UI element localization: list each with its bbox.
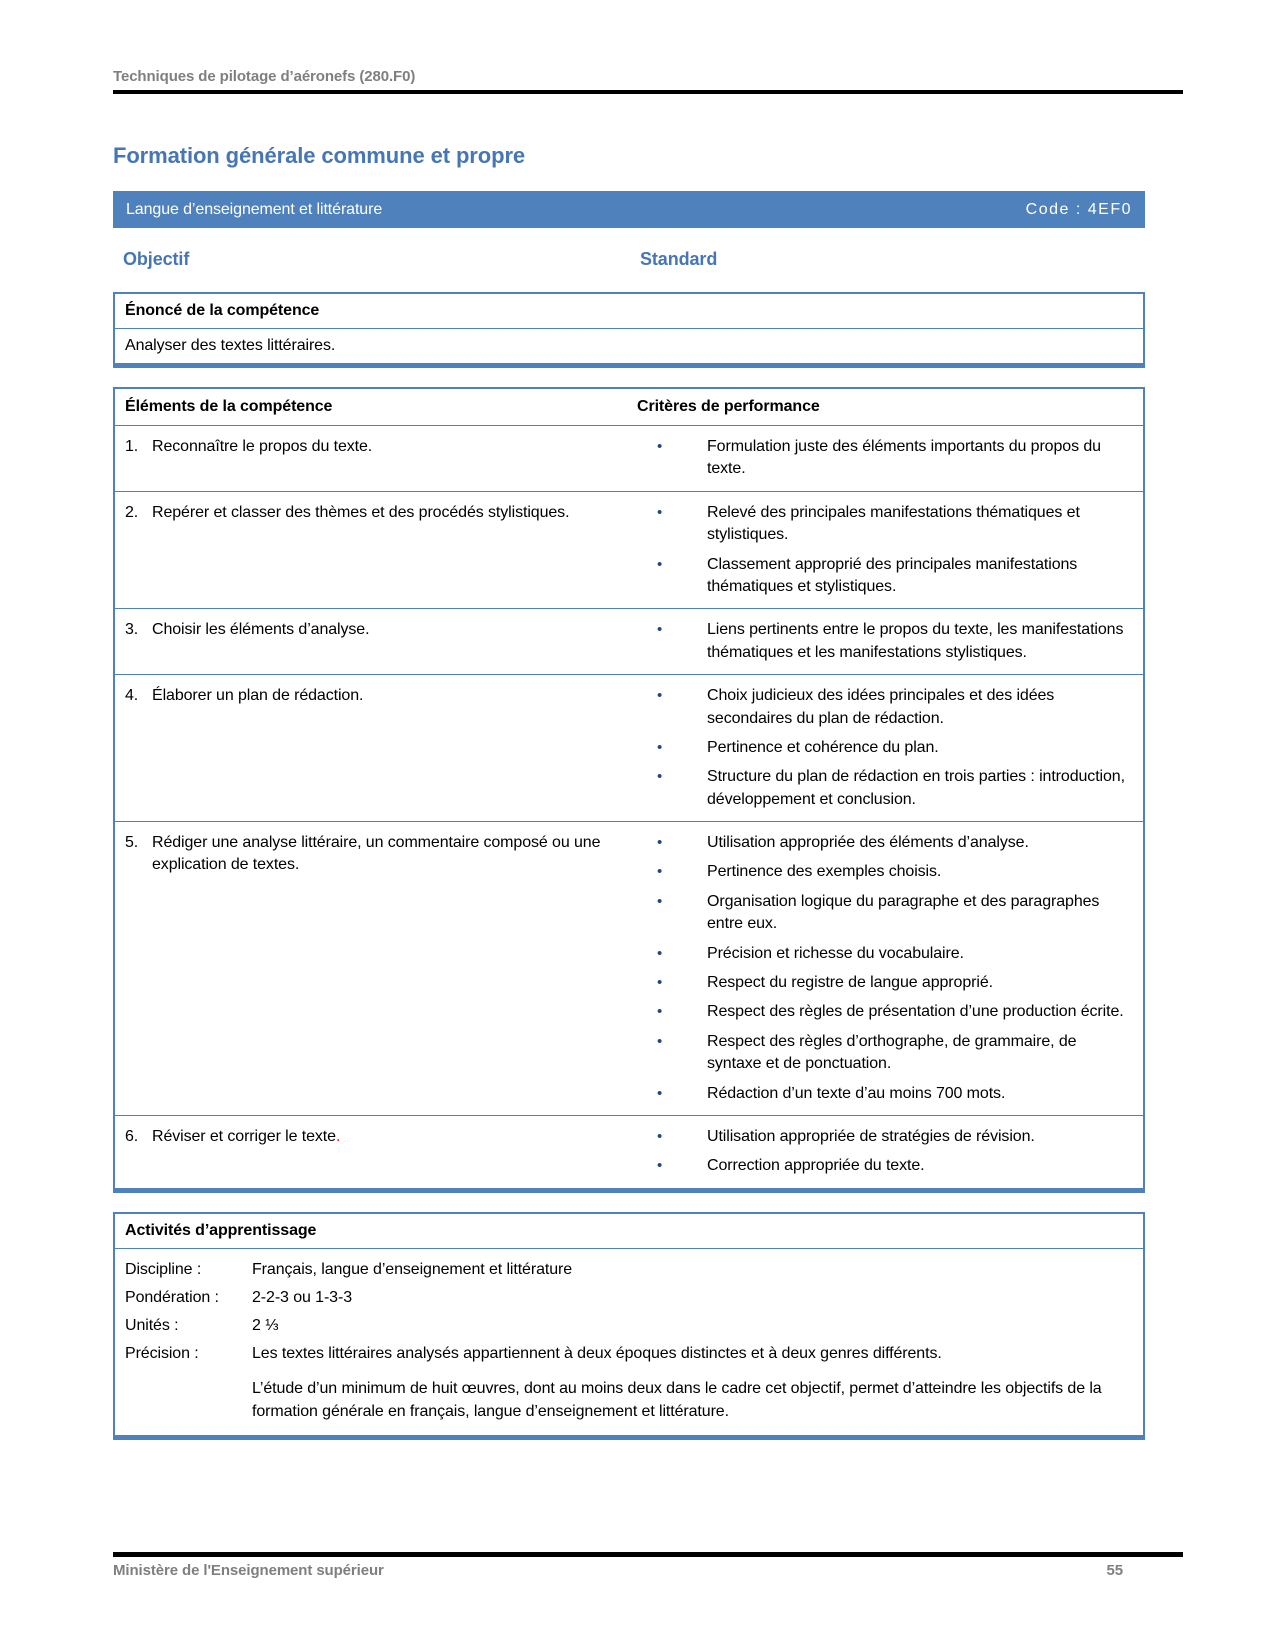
table-row (115, 425, 1143, 491)
criterion-item (657, 619, 1129, 664)
criterion-item (657, 737, 1129, 759)
element-number: 2. (125, 503, 139, 521)
criterion-item (657, 554, 1129, 599)
bullet-icon: • (657, 863, 663, 881)
activity-field-value (252, 1314, 1133, 1337)
activity-field (125, 1342, 1133, 1423)
bullet-icon: • (657, 438, 663, 455)
criterion-text: Relevé des principales manifestations thématiques et stylistiques. (707, 503, 1080, 544)
element-cell (115, 675, 627, 821)
criteria-cell (627, 426, 1143, 491)
bullet-icon: • (657, 834, 663, 852)
element-cell (115, 609, 627, 674)
heading-standard: Standard (640, 249, 718, 269)
banner-code: Code : 4EF0 (1025, 200, 1132, 218)
bullet-icon: • (657, 687, 663, 705)
activity-field-label: Discipline : (125, 1260, 202, 1278)
criterion-item (657, 891, 1129, 936)
table-row (115, 1115, 1143, 1188)
running-header-text: Techniques de pilotage d’aéronefs (280.F0) (113, 68, 416, 85)
enonce-title: Énoncé de la compétence (125, 302, 320, 319)
criterion-item (657, 861, 1129, 883)
bullet-icon: • (657, 621, 663, 639)
criteria-cell (627, 675, 1143, 821)
element-cell (115, 492, 627, 609)
criterion-text: Utilisation appropriée des éléments d’analyse. (707, 834, 1029, 852)
criterion-text: Respect des règles de présentation d’une production écrite. (707, 1003, 1124, 1021)
criterion-item (657, 832, 1129, 854)
criterion-text: Respect des règles d’orthographe, de grammaire, de syntaxe et de ponctuation. (707, 1032, 1077, 1073)
footer-page-number: 55 (1106, 1562, 1123, 1579)
table-row (115, 674, 1143, 821)
competence-table (113, 387, 1145, 1193)
element-number: 4. (125, 687, 139, 705)
criterion-item (657, 943, 1129, 965)
element-cell (115, 426, 627, 491)
enonce-box (113, 292, 1145, 368)
table-row (115, 491, 1143, 609)
section-banner (113, 191, 1145, 228)
element-number: 6. (125, 1127, 139, 1145)
activity-value-text-2: L’étude d’un minimum de huit œuvres, dont au moins deux dans le cadre cet objectif, permet d’atteindre les objectifs de la formation générale en français, langue d’enseignement et littérature. (252, 1379, 1102, 1420)
criterion-text: Organisation logique du paragraphe et des paragraphes entre eux. (707, 892, 1100, 933)
element-text: Choisir les éléments d’analyse. (152, 621, 370, 639)
element-red-period: . (335, 1127, 341, 1145)
activity-field-label: Précision : (125, 1345, 199, 1363)
element-text-wrap (152, 832, 619, 877)
activity-field (125, 1286, 1133, 1309)
criterion-text: Choix judicieux des idées principales et des idées secondaires du plan de rédaction. (707, 687, 1055, 727)
page-body (113, 143, 1145, 1459)
activity-field-value (252, 1342, 1133, 1423)
bullet-icon: • (657, 503, 663, 521)
footer (113, 1552, 1183, 1579)
activities-fields (115, 1248, 1143, 1435)
criterion-text: Précision et richesse du vocabulaire. (707, 944, 964, 962)
criterion-text: Pertinence et cohérence du plan. (707, 738, 939, 756)
activity-field-label: Unités : (125, 1317, 179, 1335)
banner-label: Langue d’enseignement et littérature (126, 200, 383, 218)
criteria-cell (627, 609, 1143, 674)
column-headings (113, 249, 1145, 275)
criteria-cell (627, 822, 1143, 1115)
bullet-icon: • (657, 1003, 663, 1021)
activity-value-text: Les textes littéraires analysés appartiennent à deux époques distinctes et à deux genres différents. (252, 1345, 942, 1363)
bullet-icon: • (657, 892, 663, 910)
element-text: Élaborer un plan de rédaction. (152, 687, 364, 705)
activity-field-value (252, 1286, 1133, 1309)
criterion-item (657, 972, 1129, 994)
criterion-text: Respect du registre de langue approprié. (707, 974, 993, 992)
activity-value-text: 2-2-3 ou 1-3-3 (252, 1288, 352, 1306)
activities-box (113, 1212, 1145, 1440)
activity-value-text: 2 ⅓ (252, 1317, 279, 1335)
page-title: Formation générale commune et propre (113, 143, 526, 168)
element-text-wrap (152, 1126, 619, 1148)
bullet-icon: • (657, 1032, 663, 1050)
bullet-icon: • (657, 768, 663, 786)
activity-field-value (252, 1258, 1133, 1281)
bullet-icon: • (657, 944, 663, 962)
element-number: 5. (125, 834, 139, 852)
competence-table-body (115, 425, 1143, 1188)
activity-field (125, 1314, 1133, 1337)
criterion-item (657, 1155, 1129, 1177)
element-text-wrap (152, 619, 619, 641)
bullet-icon: • (657, 738, 663, 756)
element-text: Reconnaître le propos du texte. (152, 438, 373, 455)
criterion-text: Classement approprié des principales manifestations thématiques et stylistiques. (707, 555, 1078, 595)
criteria-cell (627, 492, 1143, 609)
element-text: Repérer et classer des thèmes et des procédés stylistiques. (152, 503, 570, 521)
criterion-text: Utilisation appropriée de stratégies de révision. (707, 1127, 1035, 1145)
activity-value-text: Français, langue d’enseignement et littérature (252, 1260, 573, 1278)
activity-field (125, 1258, 1133, 1281)
table-row (115, 608, 1143, 674)
element-text-wrap (152, 502, 619, 524)
activity-field-label: Pondération : (125, 1288, 219, 1306)
element-number: 3. (125, 621, 139, 639)
element-cell (115, 1116, 627, 1188)
criterion-text: Liens pertinents entre le propos du texte, les manifestations thématiques et les manifestations stylistiques. (707, 621, 1124, 661)
element-text-wrap (152, 685, 619, 707)
criterion-item (657, 685, 1129, 730)
table-row (115, 821, 1143, 1115)
heading-objectif: Objectif (123, 249, 190, 269)
criterion-item (657, 436, 1129, 481)
activities-title: Activités d’apprentissage (125, 1221, 317, 1239)
enonce-text: Analyser des textes littéraires. (115, 328, 1143, 363)
criterion-item (657, 1083, 1129, 1105)
criterion-text: Pertinence des exemples choisis. (707, 863, 942, 881)
criterion-item (657, 1001, 1129, 1023)
element-text-wrap (152, 436, 619, 458)
element-cell (115, 822, 627, 1115)
element-text: Réviser et corriger le texte (152, 1127, 336, 1145)
criterion-item (657, 1031, 1129, 1076)
bullet-icon: • (657, 555, 663, 573)
criterion-text: Correction appropriée du texte. (707, 1157, 925, 1175)
criterion-item (657, 502, 1129, 547)
criteria-cell (627, 1116, 1143, 1188)
col1-header: Éléments de la compétence (125, 398, 333, 415)
footer-ministry-text: Ministère de l'Enseignement supérieur (113, 1562, 384, 1579)
competence-table-header (115, 389, 1143, 425)
criterion-item (657, 766, 1129, 811)
criterion-text: Formulation juste des éléments importants du propos du texte. (707, 438, 1101, 478)
criterion-text: Rédaction d’un texte d’au moins 700 mots. (707, 1084, 1006, 1102)
footer-row (113, 1557, 1183, 1579)
criterion-item (657, 1126, 1129, 1148)
element-number: 1. (125, 438, 139, 455)
bullet-icon: • (657, 1084, 663, 1102)
criterion-text: Structure du plan de rédaction en trois parties : introduction, développement et conclusion. (707, 768, 1125, 808)
bullet-icon: • (657, 1127, 663, 1145)
bullet-icon: • (657, 1157, 663, 1175)
running-header (113, 68, 1183, 94)
col2-header: Critères de performance (637, 398, 820, 415)
bullet-icon: • (657, 974, 663, 992)
element-text: Rédiger une analyse littéraire, un commentaire composé ou une explication de textes. (152, 834, 601, 874)
